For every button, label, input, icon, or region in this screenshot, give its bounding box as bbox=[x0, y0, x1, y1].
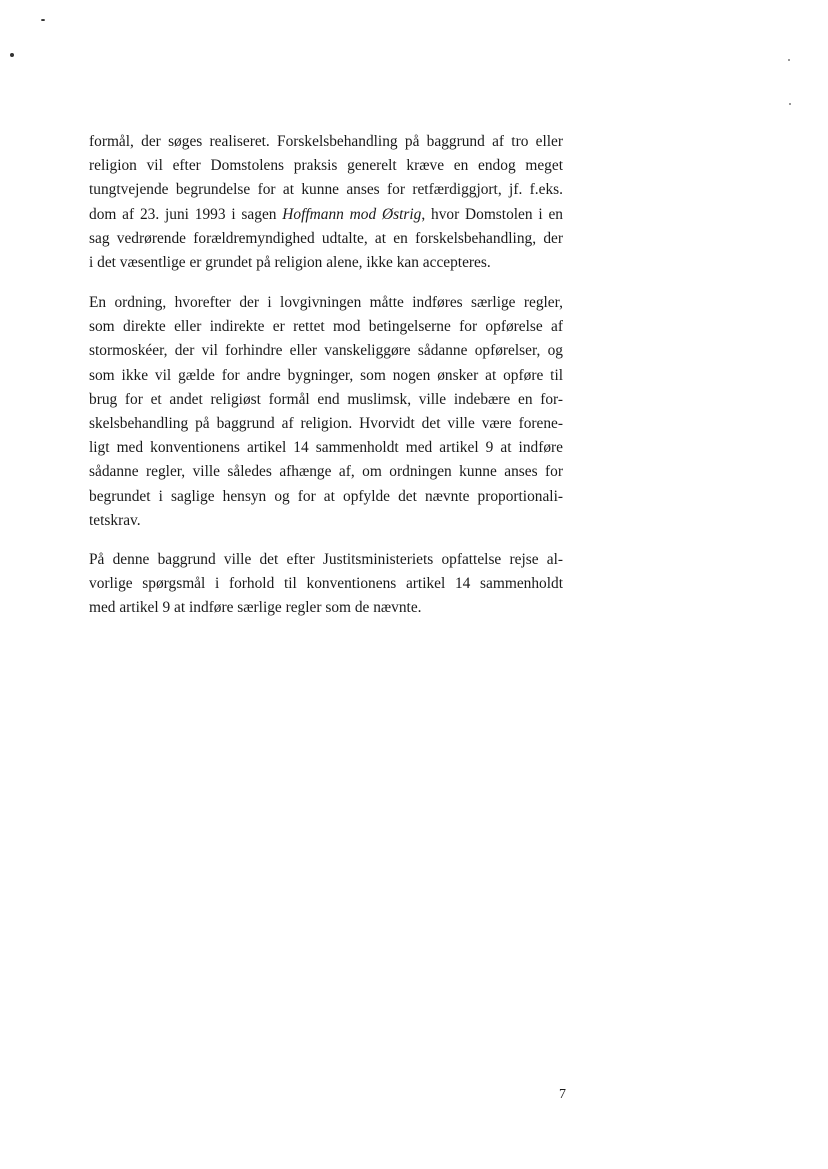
text-line: religion vil efter Domstolens praksis generelt kræve en endog meget bbox=[89, 157, 563, 175]
text-line: ligt med konventionens artikel 14 sammenholdt med artikel 9 at indføre bbox=[89, 439, 563, 457]
text-line: stormoskéer, der vil forhindre eller vanskeliggøre sådanne opførelser, og bbox=[89, 342, 563, 360]
page-number: 7 bbox=[559, 1087, 566, 1102]
case-name: Hoffmann mod Østrig bbox=[282, 205, 422, 223]
scan-speck bbox=[789, 103, 791, 105]
text-line: En ordning, hvorefter der i lovgivningen måtte indføres særlige regler, bbox=[89, 294, 563, 311]
scan-speck bbox=[10, 53, 14, 57]
paragraph-1 bbox=[89, 130, 563, 275]
text-line: i det væsentlige er grundet på religion alene, ikke kan accepteres. bbox=[89, 254, 491, 272]
text-line: med artikel 9 at indføre særlige regler som de nævnte. bbox=[89, 599, 422, 617]
text-line: tetskrav. bbox=[89, 511, 141, 529]
text-line: som ikke vil gælde for andre bygninger, som nogen ønsker at opføre til bbox=[89, 366, 563, 384]
text-segment: dom af 23. juni 1993 i sagen bbox=[89, 205, 283, 223]
text-line: skelsbehandling på baggrund af religion. Hvorvidt det ville være forene- bbox=[89, 415, 563, 433]
paragraph-3 bbox=[89, 548, 563, 621]
text-line: På denne baggrund ville det efter Justitsministeriets opfattelse rejse al- bbox=[89, 551, 563, 568]
text-line: som direkte eller indirekte er rettet mod betingelserne for opførelse af bbox=[89, 318, 563, 336]
text-line bbox=[89, 203, 563, 227]
scan-speck bbox=[41, 19, 45, 21]
text-line: formål, der søges realiseret. Forskelsbehandling på baggrund af tro eller bbox=[89, 133, 563, 150]
text-line: brug for et andet religiøst formål end muslimsk, ville indebære en for- bbox=[89, 390, 563, 408]
text-segment: , hvor Domstolen i en bbox=[421, 205, 564, 223]
text-line: vorlige spørgsmål i forhold til konventionens artikel 14 sammenholdt bbox=[89, 575, 563, 593]
text-line: sag vedrørende forældremyndighed udtalte, at en forskelsbehandling, der bbox=[89, 229, 563, 247]
paragraph-2 bbox=[89, 291, 563, 533]
text-line: begrundet i saglige hensyn og for at opfylde det nævnte proportionali- bbox=[89, 487, 563, 505]
text-line: tungtvejende begrundelse for at kunne anses for retfærdiggjort, jf. f.eks. bbox=[89, 181, 563, 199]
text-line: sådanne regler, ville således afhænge af, om ordningen kunne anses for bbox=[89, 463, 563, 481]
scan-speck bbox=[788, 59, 790, 61]
